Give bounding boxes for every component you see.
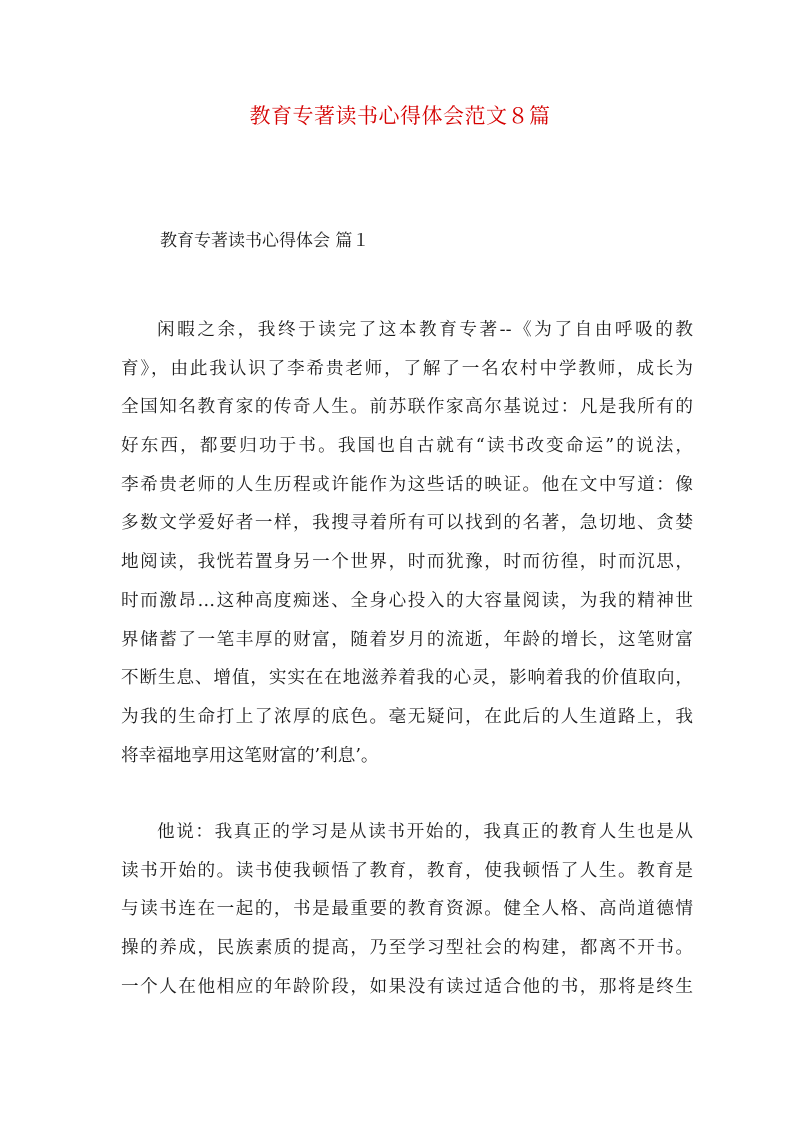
- document-title: 教育专著读书心得体会范文８篇: [249, 104, 551, 128]
- paragraph-line: 李希贵老师的人生历程或许能作为这些话的映证。他在文中写道：像: [121, 474, 693, 495]
- paragraph-line: 他说：我真正的学习是从读书开始的，我真正的教育人生也是从: [157, 822, 693, 842]
- paragraph-line: 将幸福地享用这笔财富的’利息’。: [121, 745, 379, 766]
- paragraph-line: 操的养成，民族素质的提高，乃至学习型社会的构建，都离不开书。: [121, 938, 693, 959]
- paragraph-line: 为我的生命打上了浓厚的底色。毫无疑问，在此后的人生道路上，我: [121, 706, 693, 727]
- paragraph-line: 多数文学爱好者一样，我搜寻着所有可以找到的名著，急切地、贪婪: [121, 513, 693, 534]
- paragraph-line: 不断生息、增值，实实在在地滋养着我的心灵，影响着我的价值取向，: [121, 668, 693, 689]
- paragraph-line: 全国知名教育家的传奇人生。前苏联作家高尔基说过：凡是我所有的: [121, 397, 693, 418]
- section-heading: 教育专著读书心得体会 篇１: [160, 231, 370, 251]
- paragraph-line: 界储蓄了一笔丰厚的财富，随着岁月的流逝，年龄的增长，这笔财富: [121, 629, 693, 650]
- paragraph-line: 一个人在他相应的年龄阶段，如果没有读过适合他的书，那将是终生: [121, 976, 693, 997]
- paragraph-line: 与读书连在一起的，书是最重要的教育资源。健全人格、高尚道德情: [121, 899, 693, 920]
- paragraph-line: 好东西，都要归功于书。我国也自古就有“读书改变命运”的说法，: [121, 436, 693, 457]
- paragraph-2: [121, 813, 693, 1006]
- paragraph-line: 地阅读，我恍若置身另一个世界，时而犹豫，时而彷徨，时而沉思，: [121, 552, 693, 573]
- paragraph-line: 闲暇之余，我终于读完了这本教育专著--《为了自由呼吸的教: [157, 320, 693, 340]
- paragraph-line: 时而激昂…这种高度痴迷、全身心投入的大容量阅读，为我的精神世: [121, 590, 693, 611]
- paragraph-1: [121, 311, 693, 775]
- paragraph-line: 读书开始的。读书使我顿悟了教育，教育，使我顿悟了人生。教育是: [121, 860, 693, 881]
- paragraph-line: 育》，由此我认识了李希贵老师，了解了一名农村中学教师，成长为: [121, 358, 693, 379]
